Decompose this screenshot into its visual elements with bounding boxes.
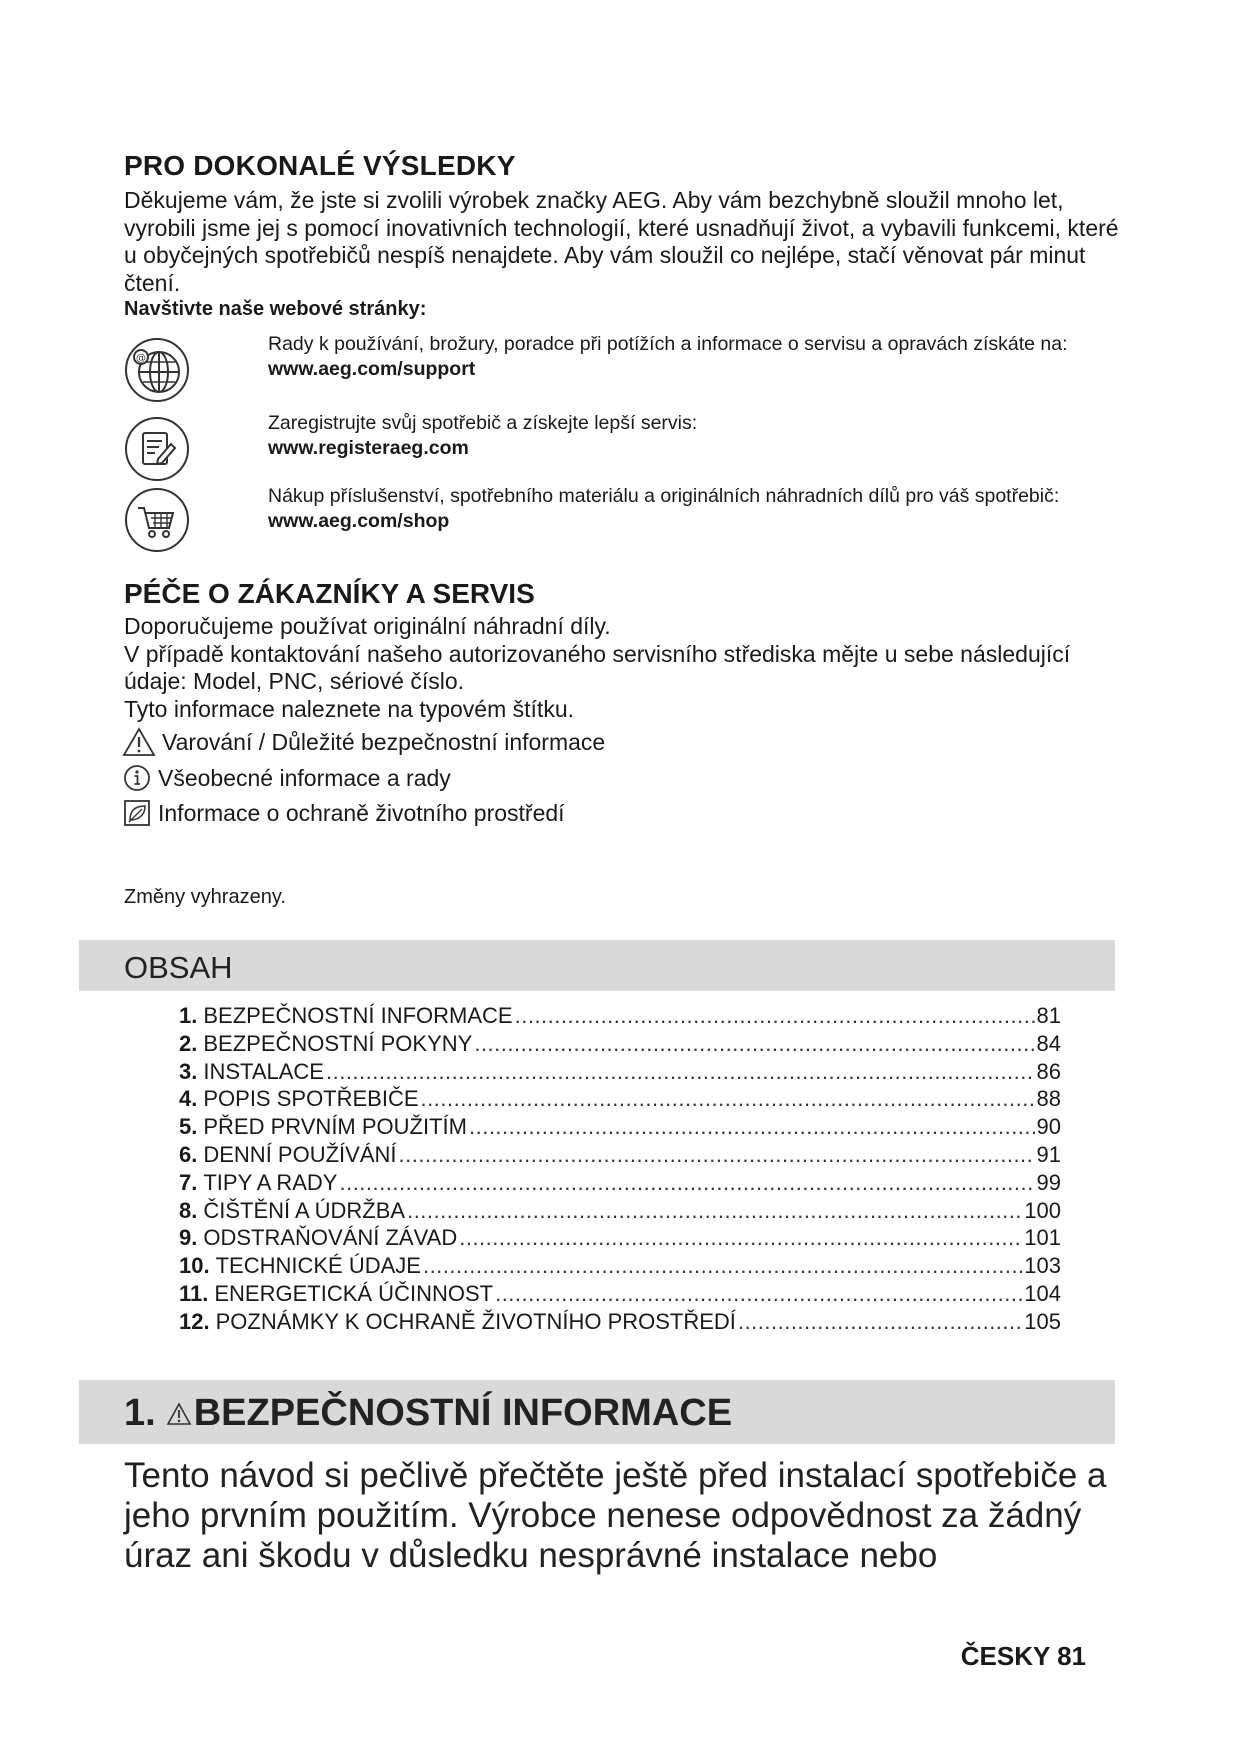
toc-leader-dots [495,1281,1022,1307]
table-of-contents [179,1003,1061,1337]
toc-title: OBSAH [124,950,233,985]
toc-item-number: 12. [179,1308,210,1334]
website-heading: Navštivte naše webové stránky: [124,298,427,320]
registration-form-icon [124,416,190,482]
toc-item-page: 103 [1024,1253,1061,1279]
toc-item-page: 99 [1036,1169,1061,1195]
toc-item-page: 84 [1036,1030,1061,1056]
toc-leader-dots [459,1225,1022,1251]
warning-triangle-icon [166,1402,192,1426]
toc-leader-dots [474,1031,1034,1057]
toc-item[interactable] [179,1114,1061,1142]
toc-item-number: 6. [179,1141,198,1167]
toc-item-page: 105 [1024,1308,1061,1334]
toc-item-page: 100 [1024,1197,1061,1223]
toc-item[interactable] [179,1003,1061,1031]
toc-item[interactable] [179,1309,1061,1337]
toc-item-label: TECHNICKÉ ÚDAJE [215,1253,421,1279]
support-text: Rady k používání, brožury, poradce při potížích a informace o servisu a opravách získáte na: [268,333,1068,355]
safety-number: 1. [124,1392,156,1434]
toc-leader-dots [399,1142,1035,1168]
environment-leaf-icon [122,798,152,828]
toc-item[interactable] [179,1086,1061,1114]
support-info [268,332,1098,382]
warning-triangle-icon [122,727,156,757]
safety-title: BEZPEČNOSTNÍ INFORMACE [193,1392,733,1434]
toc-item-number: 1. [179,1003,198,1028]
toc-leader-dots [423,1253,1022,1279]
toc-item[interactable] [179,1170,1061,1198]
toc-item[interactable] [179,1225,1061,1253]
safety-header-bar [79,1380,1115,1444]
info-icon [122,763,152,793]
toc-item-label: PŘED PRVNÍM POUŽITÍM [203,1114,467,1140]
page-footer: ČESKY 81 [960,1641,1086,1671]
svg-text:@: @ [136,353,146,364]
safety-lead-paragraph: Tento návod si pečlivě přečtěte ještě před instalací spotřebiče a jeho prvním použitím. Výrobce nenese odpovědnost za žádný úraz ani škodu v důsledku nesprávné instalace nebo [124,1456,1107,1575]
legend-warning-text: Varování / Důležité bezpečnostní informace [162,728,606,755]
toc-item-page: 81 [1036,1003,1061,1028]
legend-environment [122,798,565,828]
register-info [268,411,1098,461]
toc-item[interactable] [179,1281,1061,1309]
toc-item-number: 3. [179,1058,198,1084]
shop-info [268,484,1098,534]
toc-item-page: 88 [1036,1086,1061,1112]
toc-item[interactable] [179,1059,1061,1087]
toc-item-label: TIPY A RADY [203,1169,338,1195]
legend-info [122,763,451,793]
toc-item-page: 104 [1024,1280,1061,1306]
changes-note: Změny vyhrazeny. [124,886,286,908]
shop-link[interactable]: www.aeg.com/shop [268,510,450,532]
care-line-2: V případě kontaktování našeho autorizovaného servisního střediska mějte u sebe následující údaje: Model, PNC, sériové číslo. [124,640,1071,694]
legend-warning [122,727,605,757]
toc-item-label: INSTALACE [203,1058,324,1084]
register-text: Zaregistrujte svůj spotřebič a získejte lepší servis: [268,412,698,434]
care-line-1: Doporučujeme používat originální náhradní díly. [124,613,611,639]
toc-item-number: 4. [179,1086,198,1112]
toc-item-label: BEZPEČNOSTNÍ INFORMACE [203,1003,513,1028]
legend-environment-text: Informace o ochraně životního prostředí [158,799,565,826]
toc-item-page: 86 [1036,1058,1061,1084]
toc-leader-dots [469,1114,1035,1140]
toc-item-label: POPIS SPOTŘEBIČE [203,1086,419,1112]
toc-item[interactable] [179,1253,1061,1281]
toc-item-number: 8. [179,1197,198,1223]
toc-leader-dots [407,1198,1022,1224]
toc-leader-dots [421,1086,1035,1112]
customer-care-text [124,613,1124,723]
page-title: PRO DOKONALÉ VÝSLEDKY [124,150,516,181]
customer-care-heading: PÉČE O ZÁKAZNÍKY A SERVIS [124,578,535,609]
toc-header-bar [79,940,1115,991]
toc-item-number: 11. [179,1280,209,1306]
toc-item-label: ODSTRAŇOVÁNÍ ZÁVAD [203,1225,458,1251]
register-link[interactable]: www.registeraeg.com [268,437,469,459]
toc-item[interactable] [179,1031,1061,1059]
toc-item-label: POZNÁMKY K OCHRANĚ ŽIVOTNÍHO PROSTŘEDÍ [215,1308,736,1334]
toc-item-label: ENERGETICKÁ ÚČINNOST [214,1280,494,1306]
toc-item-label: BEZPEČNOSTNÍ POKYNY [203,1030,473,1056]
toc-item-number: 5. [179,1114,198,1140]
toc-leader-dots [738,1309,1022,1335]
shop-text: Nákup příslušenství, spotřebního materiálu a originálních náhradních dílů pro váš spotřebič: [268,485,1060,507]
toc-item-label: DENNÍ POUŽÍVÁNÍ [203,1141,397,1167]
toc-item-page: 101 [1024,1225,1061,1251]
toc-item-number: 2. [179,1030,198,1056]
toc-item-label: ČIŠTĚNÍ A ÚDRŽBA [203,1197,406,1223]
toc-item[interactable] [179,1198,1061,1226]
toc-item[interactable] [179,1142,1061,1170]
legend-info-text: Všeobecné informace a rady [158,764,451,791]
toc-leader-dots [515,1003,1035,1029]
shopping-cart-icon [124,487,190,553]
care-line-3: Tyto informace naleznete na typovém štítku. [124,695,575,722]
intro-paragraph: Děkujeme vám, že jste si zvolili výrobek značky AEG. Aby vám bezchybně sloužil mnoho let, vyrobili jsme jej s pomocí inovativních technologií, které usnadňují život, a vybavili funkcemi, které u obyčejných spotřebičů nespíš nenajdete. Aby vám sloužil co nejlépe, stačí věnovat pár minut čtení. [124,187,1119,296]
toc-item-number: 7. [179,1169,198,1195]
toc-leader-dots [326,1059,1035,1085]
toc-item-number: 9. [179,1225,198,1251]
globe-icon [124,337,190,403]
toc-item-page: 91 [1036,1141,1061,1167]
toc-leader-dots [339,1170,1034,1196]
toc-item-page: 90 [1036,1114,1061,1140]
support-link[interactable]: www.aeg.com/support [268,358,476,380]
safety-heading [124,1392,732,1435]
toc-item-number: 10. [179,1253,210,1279]
